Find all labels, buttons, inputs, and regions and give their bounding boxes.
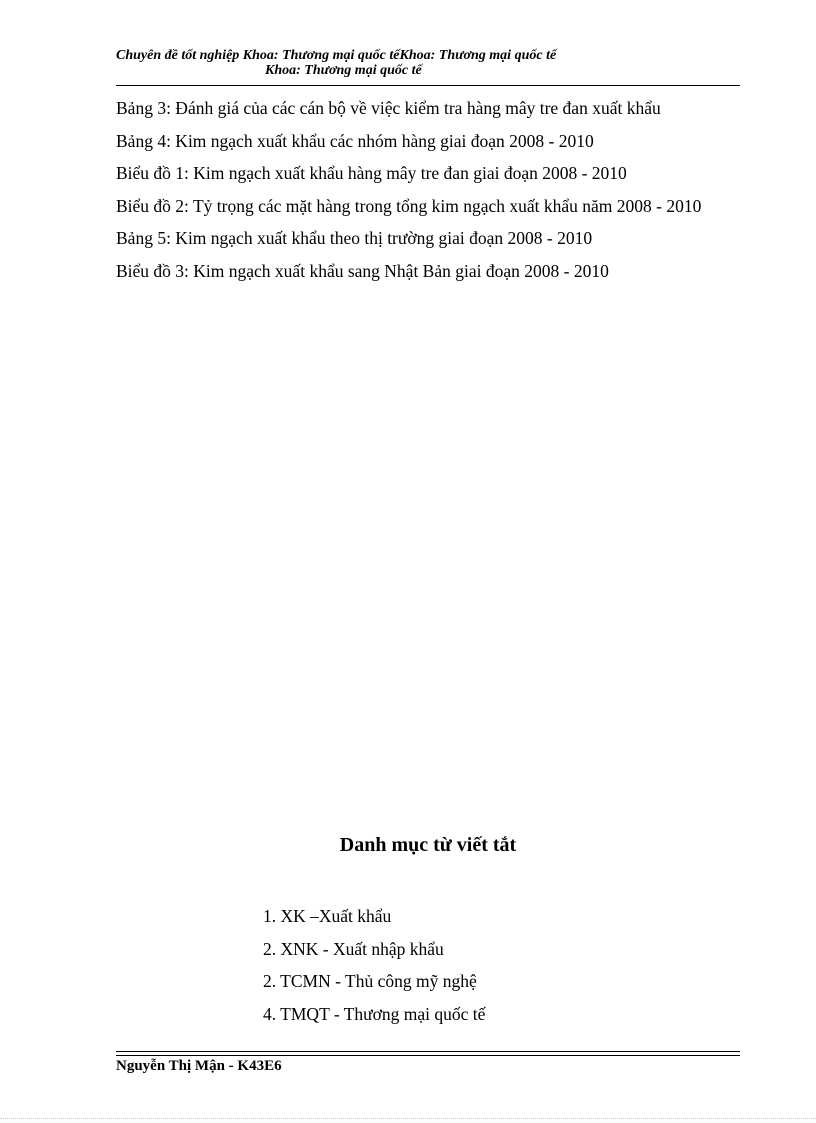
page-bottom-dotted-line bbox=[0, 1118, 816, 1119]
abbreviations-title: Danh mục từ viết tắt bbox=[339, 834, 517, 856]
abbreviations-list bbox=[263, 900, 485, 1030]
footer-divider-top bbox=[116, 1051, 740, 1052]
abbreviation-item: 1. XK –Xuất khẩu bbox=[263, 906, 392, 926]
list-item: Biểu đồ 2: Tỷ trọng các mặt hàng trong tổng kim ngạch xuất khẩu năm 2008 - 2010 bbox=[116, 195, 702, 216]
list-item: Bảng 5: Kim ngạch xuất khẩu theo thị trường giai đoạn 2008 - 2010 bbox=[116, 228, 593, 248]
abbreviation-item: 2. TCMN - Thủ công mỹ nghệ bbox=[263, 971, 477, 991]
list-item: Biểu đồ 1: Kim ngạch xuất khẩu hàng mây tre đan giai đoạn 2008 - 2010 bbox=[116, 163, 627, 183]
header-line-2: Khoa: Thương mại quốc tế bbox=[265, 63, 422, 78]
page-footer-author: Nguyễn Thị Mận - K43E6 bbox=[116, 1058, 282, 1074]
list-item: Biểu đồ 3: Kim ngạch xuất khẩu sang Nhật Bản giai đoạn 2008 - 2010 bbox=[116, 260, 609, 281]
list-item: Bảng 4: Kim ngạch xuất khẩu các nhóm hàng giai đoạn 2008 - 2010 bbox=[116, 130, 594, 151]
page-header bbox=[116, 48, 740, 78]
abbreviation-item: 4. TMQT - Thương mại quốc tế bbox=[263, 1003, 486, 1024]
list-item: Bảng 3: Đánh giá của các cán bộ về việc kiểm tra hàng mây tre đan xuất khẩu bbox=[116, 98, 661, 118]
footer-divider-bottom bbox=[116, 1055, 740, 1056]
header-line-1: Chuyên đề tốt nghiệp Khoa: Thương mại quốc tếKhoa: Thương mại quốc tế bbox=[116, 48, 557, 63]
abbreviation-item: 2. XNK - Xuất nhập khẩu bbox=[263, 938, 444, 959]
table-of-figures bbox=[116, 92, 740, 287]
header-divider bbox=[116, 85, 740, 86]
